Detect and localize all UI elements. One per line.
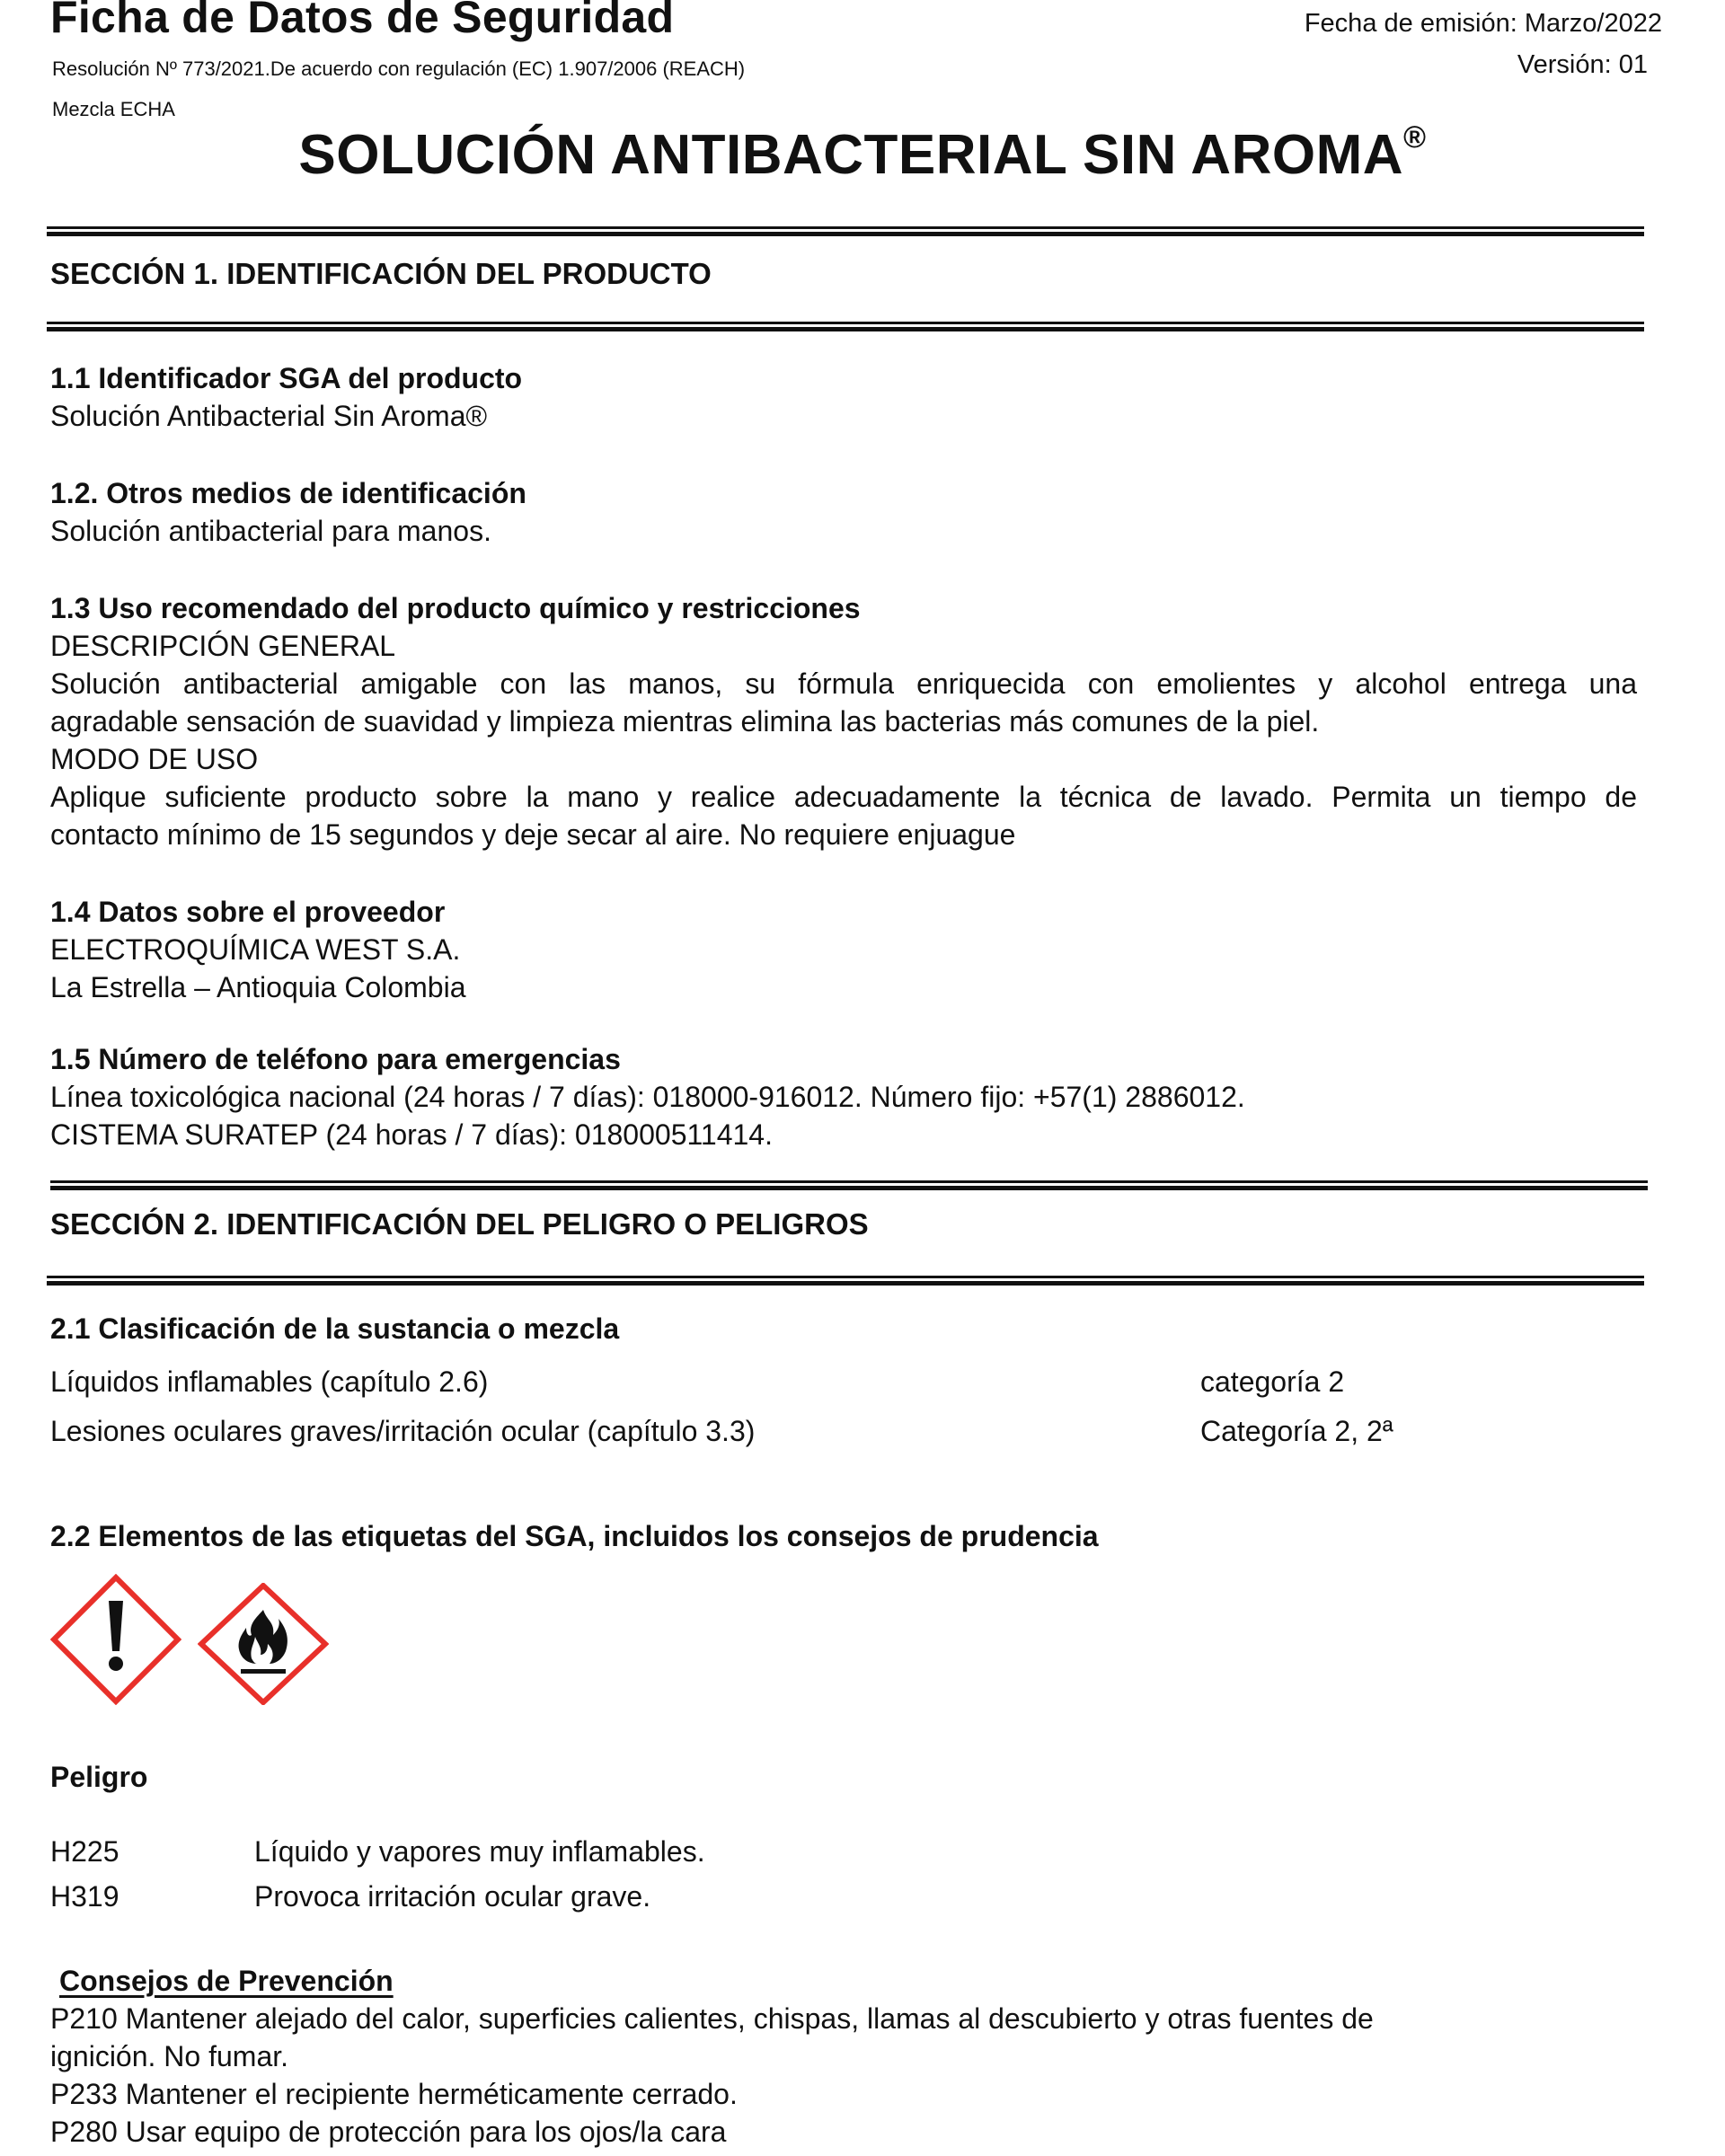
prevention-heading: Consejos de Prevención — [59, 1965, 394, 1997]
section-divider — [47, 322, 1644, 332]
classification-category: categoría 2 — [1200, 1365, 1345, 1398]
subsection-1-5-heading: 1.5 Número de teléfono para emergencias — [50, 1043, 621, 1075]
issue-date: Fecha de emisión: Marzo/2022 — [1304, 9, 1662, 38]
supplier-location: La Estrella – Antioquia Colombia — [50, 971, 466, 1003]
usage-label: MODO DE USO — [50, 743, 259, 775]
description-label: DESCRIPCIÓN GENERAL — [50, 630, 396, 662]
subsection-1-2-heading: 1.2. Otros medios de identificación — [50, 477, 526, 509]
precautionary-statement: ignición. No fumar. — [50, 2040, 289, 2072]
section-divider — [47, 1276, 1644, 1286]
precautionary-statement: P233 Mantener el recipiente herméticamente cerrado. — [50, 2078, 738, 2110]
resolution-text: Resolución Nº 773/2021.De acuerdo con regulación (EC) 1.907/2006 (REACH) — [52, 57, 746, 80]
hazard-statement: Provoca irritación ocular grave. — [254, 1880, 651, 1913]
precautionary-statement: P210 Mantener alejado del calor, superficies calientes, chispas, llamas al descubierto y otras fuentes de — [50, 2002, 1374, 2035]
hazard-statement: Líquido y vapores muy inflamables. — [254, 1835, 705, 1868]
usage-line: Aplique suficiente producto sobre la mano y realice adecuadamente la técnica de lavado. Permita un tiempo de — [50, 781, 1637, 813]
classification-hazard: Líquidos inflamables (capítulo 2.6) — [50, 1365, 489, 1398]
usage-line: contacto mínimo de 15 segundos y deje secar al aire. No requiere enjuague — [50, 818, 1016, 851]
flame-icon — [198, 1583, 329, 1705]
section-divider — [47, 226, 1644, 237]
hazard-code: H319 — [50, 1880, 119, 1913]
registered-mark: ® — [1403, 120, 1427, 155]
precautionary-statement: P280 Usar equipo de protección para los ojos/la cara — [50, 2116, 727, 2148]
subsection-2-2-heading: 2.2 Elementos de las etiquetas del SGA, incluidos los consejos de prudencia — [50, 1520, 1099, 1552]
subsection-2-1-heading: 2.1 Clasificación de la sustancia o mezcla — [50, 1312, 620, 1345]
classification-hazard: Lesiones oculares graves/irritación ocular (capítulo 3.3) — [50, 1415, 756, 1447]
supplier-company: ELECTROQUÍMICA WEST S.A. — [50, 933, 461, 966]
section-1-heading: SECCIÓN 1. IDENTIFICACIÓN DEL PRODUCTO — [50, 257, 712, 290]
section-divider — [50, 1180, 1648, 1191]
exclamation-mark-icon — [50, 1574, 181, 1705]
subsection-1-4-heading: 1.4 Datos sobre el proveedor — [50, 896, 446, 928]
other-identification: Solución antibacterial para manos. — [50, 515, 491, 547]
subsection-1-1-heading: 1.1 Identificador SGA del producto — [50, 362, 523, 394]
product-title-text: SOLUCIÓN ANTIBACTERIAL SIN AROMA — [298, 124, 1403, 186]
section-2-heading: SECCIÓN 2. IDENTIFICACIÓN DEL PELIGRO O PELIGROS — [50, 1207, 869, 1241]
subsection-1-3-heading: 1.3 Uso recomendado del producto químico y restricciones — [50, 592, 861, 624]
emergency-phone-line: Línea toxicológica nacional (24 horas / 7 días): 018000-916012. Número fijo: +57(1) 2886012. — [50, 1081, 1245, 1113]
product-title — [0, 120, 1725, 186]
version: Versión: 01 — [1517, 50, 1648, 79]
description-line: agradable sensación de suavidad y limpieza mientras elimina las bacterias más comunes de la piel. — [50, 705, 1320, 738]
signal-word: Peligro — [50, 1761, 148, 1793]
document-title: Ficha de Datos de Seguridad — [50, 0, 675, 42]
emergency-phone-line: CISTEMA SURATEP (24 horas / 7 días): 018000511414. — [50, 1118, 773, 1151]
mixture-text: Mezcla ECHA — [52, 98, 175, 120]
hazard-code: H225 — [50, 1835, 119, 1868]
classification-category: Categoría 2, 2ª — [1200, 1415, 1393, 1447]
product-identifier: Solución Antibacterial Sin Aroma® — [50, 400, 488, 432]
description-line: Solución antibacterial amigable con las manos, su fórmula enriquecida con emolientes y alcohol entrega una — [50, 667, 1637, 700]
